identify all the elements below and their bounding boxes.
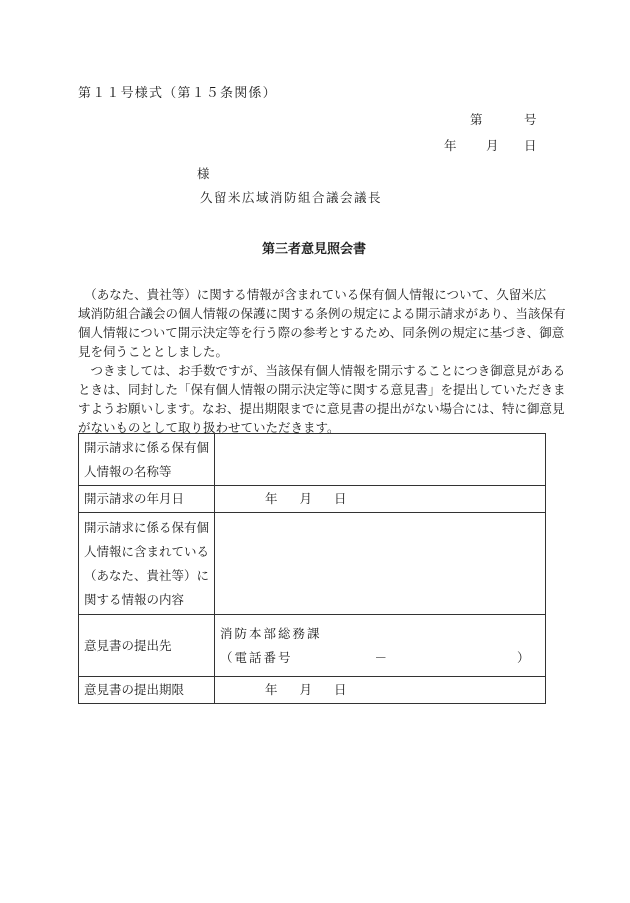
body-line: 個人情報について開示決定等を行う際の参考とするため、同条例の規定に基づき、御意: [78, 325, 565, 340]
table-row: [79, 677, 546, 704]
info-table: [78, 433, 546, 704]
label-line: 開示請求に係る保有個: [84, 519, 210, 535]
form-number: 第１１号様式（第１５条関係）: [78, 86, 277, 101]
body-text: [78, 285, 566, 437]
phone-close: ）: [517, 649, 530, 665]
table-row: [79, 513, 546, 615]
request-date-year: 年: [265, 491, 278, 506]
document-number-suffix: 号: [524, 112, 537, 127]
request-date-value[interactable]: [215, 486, 546, 513]
submit-department: 消防本部総務課: [220, 625, 322, 641]
issue-date-month: 月: [486, 138, 499, 153]
sender: 久留米広域消防組合議会議長: [200, 190, 383, 205]
body-line: すようお願いします。なお、提出期限までに意見書の提出がない場合には、特に御意見: [78, 401, 565, 416]
body-line: （あなた、貴社等）に関する情報が含まれている保有個人情報について、久留米広: [78, 287, 547, 302]
request-date-month: 月: [299, 491, 313, 506]
phone-open: （電話番号: [220, 649, 293, 665]
request-date-day: 日: [334, 491, 347, 506]
label-line: 人情報に含まれている: [84, 543, 210, 559]
label-line: 関する情報の内容: [84, 591, 185, 607]
issue-date-day: 日: [524, 138, 537, 153]
paragraph-2: [78, 361, 566, 437]
phone-dash: －: [374, 649, 388, 665]
addressee: 様: [197, 166, 210, 181]
deadline-year: 年: [265, 682, 278, 697]
deadline-month: 月: [299, 682, 313, 697]
table-row: [79, 615, 546, 677]
row-label-info-content: [79, 513, 215, 615]
label-line: （あなた、貴社等）に: [84, 567, 210, 583]
body-line: つきましては、お手数ですが、当該保有個人情報を開示することにつき御意見がある: [78, 363, 566, 378]
body-line: がないものとして取り扱わせていただきます。: [78, 420, 340, 435]
paragraph-1: [78, 285, 566, 361]
row-label-info-name: [79, 434, 215, 486]
label-line: 人情報の名称等: [84, 463, 172, 479]
document-number-prefix: 第: [470, 112, 483, 127]
label-line: 開示請求に係る保有個: [84, 439, 210, 455]
table-row: [79, 486, 546, 513]
table-row: [79, 434, 546, 486]
info-content-value[interactable]: [215, 513, 546, 615]
body-line: 域消防組合議会の個人情報の保護に関する条例の規定による開示請求があり、当該保有: [78, 306, 566, 321]
submit-to-value: [215, 615, 546, 677]
phone-number-line: [220, 646, 540, 670]
row-label-request-date: 開示請求の年月日: [79, 486, 215, 513]
row-label-deadline: 意見書の提出期限: [79, 677, 215, 704]
document-title: 第三者意見照会書: [262, 242, 367, 257]
deadline-value[interactable]: [215, 677, 546, 704]
info-name-value[interactable]: [215, 434, 546, 486]
issue-date-year: 年: [444, 138, 457, 153]
row-label-submit-to: 意見書の提出先: [79, 615, 215, 677]
deadline-day: 日: [334, 682, 347, 697]
body-line: 見を伺うこととしました。: [78, 344, 229, 359]
body-line: ときは、同封した「保有個人情報の開示決定等に関する意見書」を提出していただきま: [78, 382, 566, 397]
